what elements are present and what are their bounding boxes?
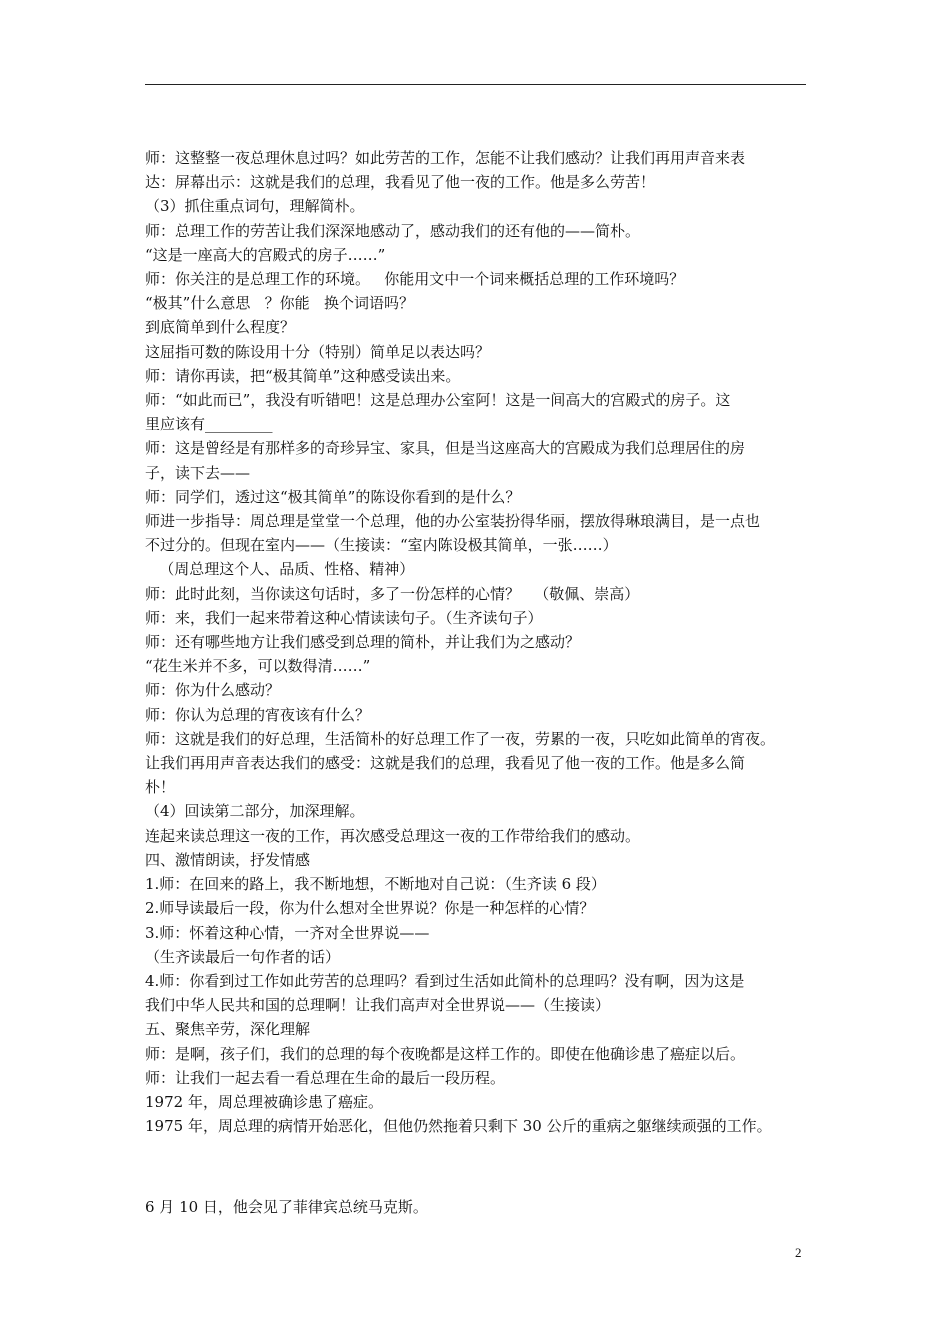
- text-line: 我们中华人民共和国的总理啊！让我们高声对全世界说——（生接读）: [145, 996, 611, 1015]
- text-line: 朴！: [145, 778, 176, 797]
- text-line: 到底简单到什么程度？: [145, 318, 296, 337]
- text-line: 师：这整整一夜总理休息过吗？如此劳苦的工作，怎能不让我们感动？让我们再用声音来表: [145, 149, 746, 167]
- text-line: 这屈指可数的陈设用十分（特别）简单足以表达吗？: [145, 342, 491, 361]
- text-line: 连起来读总理这一夜的工作，再次感受总理这一夜的工作带给我们的感动。: [145, 826, 641, 845]
- text-line: 师：这就是我们的好总理，生活简朴的好总理工作了一夜，劳累的一夜，只吃如此简单的宵夜。: [145, 729, 776, 748]
- header-rule: [145, 84, 806, 85]
- text-line: 让我们再用声音表达我们的感受：这就是我们的总理，我看见了他一夜的工作。他是多么简: [145, 754, 746, 773]
- document-body: [145, 146, 808, 1219]
- text-line: （4）回读第二部分，加深理解。: [145, 802, 365, 821]
- text-line: 师：此时此刻，当你读这句话时，多了一份怎样的心情？ （敬佩、崇高）: [145, 584, 640, 603]
- text-line: 师：“如此而已”，我没有听错吧！这是总理办公室阿！这是一间高大的宫殿式的房子。这: [145, 391, 731, 410]
- text-line: 师：同学们，透过这“极其简单”的陈设你看到的是什么？: [145, 487, 521, 506]
- text-line: “花生米并不多，可以数得清……”: [145, 657, 371, 676]
- text-line: 子，读下去——: [145, 463, 251, 482]
- text-line: 1975 年，周总理的病情开始恶化，但他仍然拖着只剩下 30 公斤的重病之躯继续顽强的工作。: [145, 1117, 772, 1136]
- text-line: 五、聚焦辛劳，深化理解: [145, 1020, 311, 1039]
- text-line: 不过分的。但现在室内——（生接读：“室内陈设极其简单，一张……）: [145, 536, 618, 555]
- text-line: 1.师：在回来的路上，我不断地想，不断地对自己说：（生齐读 6 段）: [145, 875, 606, 894]
- text-line: 师：还有哪些地方让我们感受到总理的简朴，并让我们为之感动？: [145, 633, 581, 652]
- text-line: 师：你为什么感动？: [145, 681, 281, 700]
- text-line: 达：屏幕出示：这就是我们的总理，我看见了他一夜的工作。他是多么劳苦！: [145, 173, 656, 192]
- text-line: 四、激情朗读，抒发情感: [145, 850, 311, 869]
- text-line: （3）抓住重点词句，理解简朴。: [145, 197, 365, 216]
- text-line: “这是一座高大的宫殿式的房子……”: [145, 245, 386, 264]
- text-line: 6 月 10 日，他会见了菲律宾总统马克斯。: [145, 1197, 428, 1216]
- text-line: 师：总理工作的劳苦让我们深深地感动了，感动我们的还有他的——简朴。: [145, 221, 641, 240]
- text-line: 师：你认为总理的宵夜该有什么？: [145, 705, 371, 724]
- text-line: 1972 年，周总理被确诊患了癌症。: [145, 1092, 383, 1111]
- text-line: 师：这是曾经是有那样多的奇珍异宝、家具，但是当这座高大的宫殿成为我们总理居住的房: [145, 439, 746, 458]
- text-line: 师：你关注的是总理工作的环境。 你能用文中一个词来概括总理的工作环境吗？: [145, 270, 685, 289]
- text-line: 师：是啊，孩子们，我们的总理的每个夜晚都是这样工作的。即使在他确诊患了癌症以后。: [145, 1044, 746, 1063]
- text-line: 师进一步指导：周总理是堂堂一个总理，他的办公室装扮得华丽，摆放得琳琅满目，是一点也: [145, 512, 761, 531]
- text-line: 师：让我们一起去看一看总理在生命的最后一段历程。: [145, 1068, 506, 1087]
- text-line: 4.师：你看到过工作如此劳苦的总理吗？看到过生活如此简朴的总理吗？没有啊，因为这是: [145, 971, 745, 990]
- text-line: 2.师导读最后一段，你为什么想对全世界说？你是一种怎样的心情？: [145, 899, 595, 918]
- page-number: 2: [795, 1245, 802, 1260]
- text-line: （生齐读最后一句作者的话）: [145, 947, 341, 966]
- text-line: “极其”什么意思 ？你能 换个词语吗？: [145, 294, 414, 313]
- blank-line: [145, 1154, 808, 1178]
- text-line: 师：来，我们一起来带着这种心情读读句子。（生齐读句子）: [145, 608, 543, 627]
- text-line: （周总理这个人、品质、性格、精神）: [145, 560, 415, 579]
- text-line: 里应该有_________: [145, 415, 273, 434]
- text-line: 3.师：怀着这种心情，一齐对全世界说——: [145, 923, 430, 942]
- text-line: 师：请你再读，把“极其简单”这种感受读出来。: [145, 366, 461, 385]
